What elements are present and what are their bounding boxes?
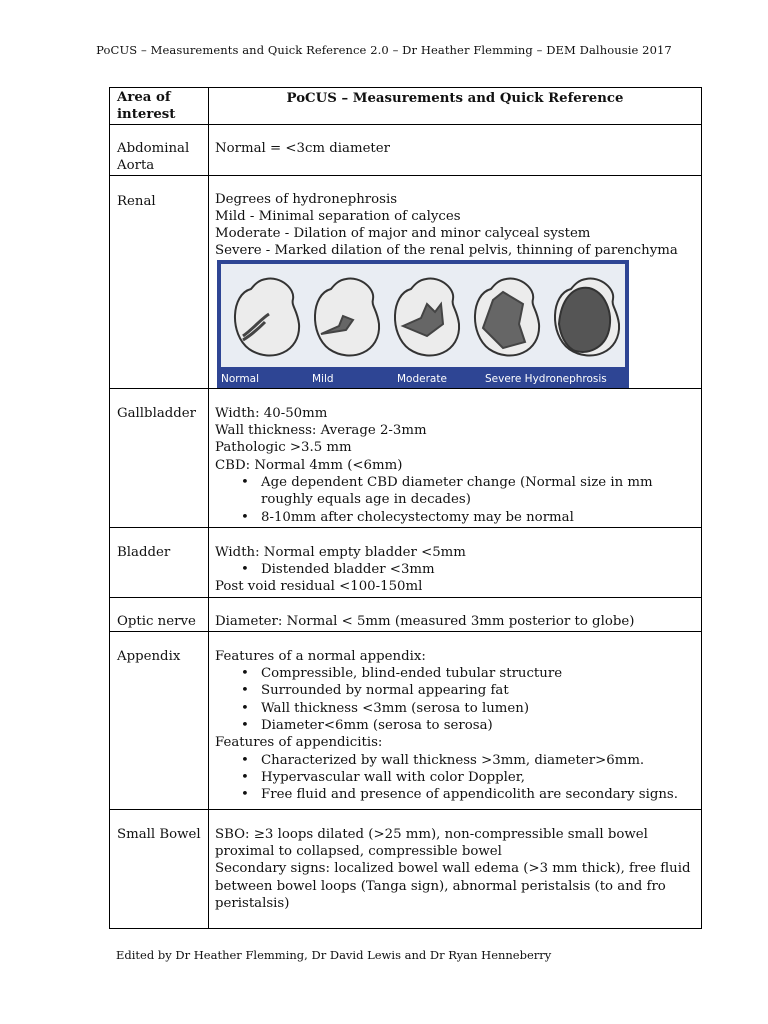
row-content-bowel — [209, 809, 702, 928]
text-line: Degrees of hydronephrosis — [215, 191, 398, 207]
row-label-appendix: Appendix — [110, 631, 209, 809]
figure-label-severe: Severe Hydronephrosis — [485, 372, 607, 385]
list-item: • Hypervascular wall with color Doppler, — [261, 769, 695, 786]
text-line: Width: Normal empty bladder <5mm — [215, 544, 466, 560]
list-item: • 8-10mm after cholecystectomy may be normal — [261, 509, 695, 526]
row-content-aorta — [209, 124, 702, 175]
row-label-optic: Optic nerve — [110, 597, 209, 631]
row-label-text: Abdominal Aorta — [117, 140, 190, 173]
appendix-normal-bullets — [215, 665, 695, 734]
table-row-small-bowel — [110, 809, 702, 928]
list-item: • Age dependent CBD diameter change (Normal size in mm roughly equals age in decades) — [261, 474, 695, 509]
text-line: CBD: Normal 4mm (<6mm) — [215, 457, 403, 473]
row-content-bladder — [209, 527, 702, 597]
text-line: Wall thickness: Average 2-3mm — [215, 423, 427, 439]
text-line: Features of a normal appendix: — [215, 648, 426, 664]
text-paragraph: Secondary signs: localized bowel wall edema (>3 mm thick), free fluid between bowel loops (Tanga sign), abnormal peristalsis (to and fro peristalsis) — [215, 861, 691, 911]
table-row-aorta — [110, 124, 702, 175]
list-item: • Diameter<6mm (serosa to serosa) — [261, 717, 695, 734]
list-item: • Characterized by wall thickness >3mm, diameter>6mm. — [261, 752, 695, 769]
figure-drawing-area — [221, 264, 625, 367]
text-line: Severe - Marked dilation of the renal pelvis, thinning of parenchyma — [215, 243, 678, 259]
text-line: Width: 40-50mm — [215, 405, 328, 421]
hydronephrosis-figure — [217, 260, 629, 388]
column-header-area: Area of interest — [110, 88, 209, 125]
text-line: Normal = <3cm diameter — [215, 140, 391, 156]
row-content-appendix — [209, 631, 702, 809]
text-line: Pathologic >3.5 mm — [215, 440, 352, 456]
table-title: PoCUS – Measurements and Quick Reference — [209, 88, 702, 125]
figure-label-mild: Mild — [312, 372, 334, 385]
figure-label-normal: Normal — [221, 372, 259, 385]
reference-table — [109, 87, 702, 929]
table-row-renal — [110, 175, 702, 388]
row-label-bowel: Small Bowel — [110, 809, 209, 928]
row-label-gallbladder: Gallbladder — [110, 388, 209, 527]
table-row-appendix — [110, 631, 702, 809]
row-content-gallbladder — [209, 388, 702, 527]
list-item: • Compressible, blind-ended tubular structure — [261, 665, 695, 682]
row-content-renal — [209, 175, 702, 388]
row-label-bladder: Bladder — [110, 527, 209, 597]
gallbladder-bullets — [215, 474, 695, 526]
text-line: Post void residual <100-150ml — [215, 579, 423, 595]
bladder-bullets — [215, 561, 695, 578]
text-paragraph: SBO: ≥3 loops dilated (>25 mm), non-compressible small bowel proximal to collapsed, compressible bowel — [215, 826, 648, 860]
table-row-gallbladder — [110, 388, 702, 527]
table-row-bladder — [110, 527, 702, 597]
figure-label-moderate: Moderate — [397, 372, 447, 385]
text-line: Mild - Minimal separation of calyces — [215, 208, 461, 224]
list-item: • Distended bladder <3mm — [261, 561, 695, 578]
table-row-optic-nerve — [110, 597, 702, 631]
list-item: • Wall thickness <3mm (serosa to lumen) — [261, 700, 695, 717]
row-label-aorta — [110, 124, 209, 175]
kidney-illustrations — [221, 264, 625, 367]
page-footer: Edited by Dr Heather Flemming, Dr David Lewis and Dr Ryan Henneberry — [116, 948, 552, 962]
text-line: Diameter: Normal < 5mm (measured 3mm posterior to globe) — [215, 613, 635, 629]
text-line: Moderate - Dilation of major and minor calyceal system — [215, 226, 591, 242]
row-content-optic — [209, 597, 702, 631]
list-item: • Surrounded by normal appearing fat — [261, 682, 695, 699]
appendix-appendicitis-bullets — [215, 752, 695, 804]
row-label-renal: Renal — [110, 175, 209, 388]
list-item: • Free fluid and presence of appendicolith are secondary signs. — [261, 786, 695, 803]
table-header-row — [110, 88, 702, 125]
text-line: Features of appendicitis: — [215, 735, 383, 751]
page-header: PoCUS – Measurements and Quick Reference 2.0 – Dr Heather Flemming – DEM Dalhousie 2017 — [96, 43, 672, 57]
